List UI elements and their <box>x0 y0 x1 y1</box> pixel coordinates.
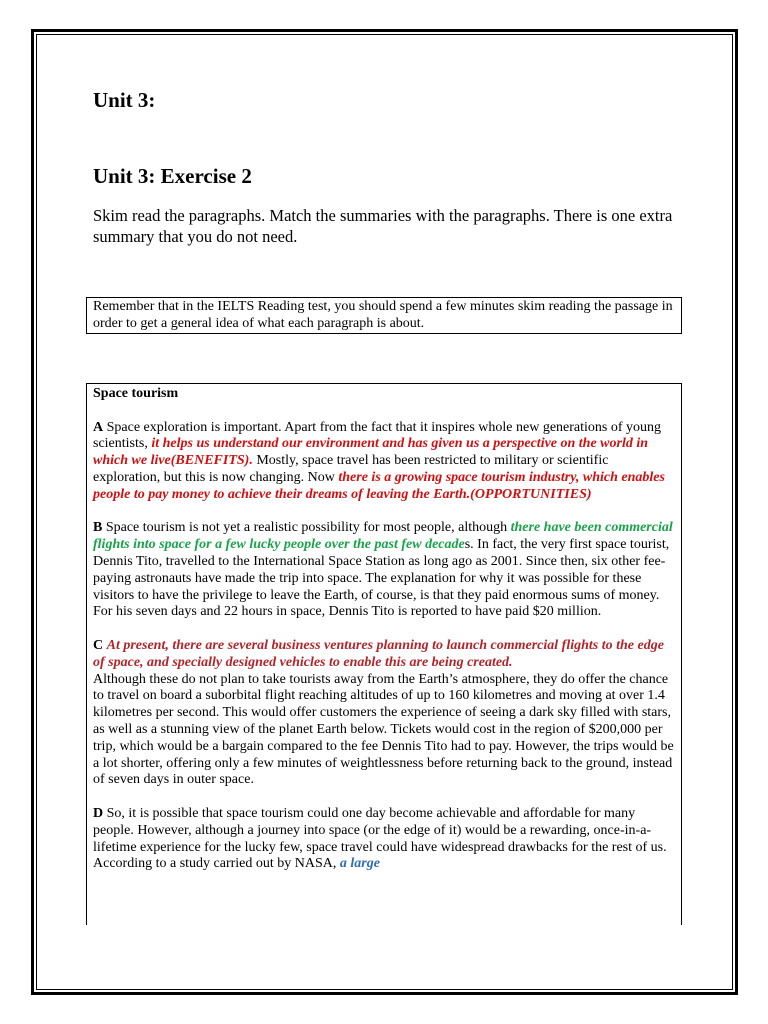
paragraph-a-text-1: Space exploration is important. Apart from the fact that it inspires whole new generations of young scientists, <box>93 419 662 452</box>
paragraph-d-text-1: So, it is possible that space tourism could one day become achievable and affordable for many people. However, although a journey into space (or the edge of it) would be a rewarding, once-in-a-lifetime experience for the lucky few, space travel could have widespread drawbacks for the rest of us. According to a study carried out by NASA, <box>93 805 667 872</box>
paragraph-a-letter: A <box>93 419 104 435</box>
passage-title: Space tourism <box>93 386 179 401</box>
exercise-title: Unit 3: Exercise 2 <box>93 164 252 188</box>
paragraph-b-letter: B <box>93 520 103 536</box>
paragraph-c-ventures-highlight: At present, there are several business ventures planning to launch commercial flights to the edge of space, and specially designed vehicles to enable this are being created. <box>93 637 664 670</box>
paragraph-b-text-2: s. In fact, the very first space tourist, Dennis Tito, travelled to the International Space Station as long ago as 2001. Since then, six other fee-paying astronauts have made the trip into space. The explanation for why it was possible for these visitors to have the privilege to leave the Earth, of course, is that they paid enormous sums of money. For his seven days and 22 hours in space, Dennis Tito is reported to have paid $20 million. <box>93 537 670 620</box>
paragraph-a-text-2: Mostly, space travel has been restricted to military or scientific exploration, but this is now changing. Now <box>93 453 609 485</box>
paragraph-b-text-1: Space tourism is not yet a realistic possibility for most people, although <box>102 520 511 536</box>
passage-box <box>86 383 682 925</box>
paragraph-c-text-1: Although these do not plan to take tourists away from the Earth’s atmosphere, they do offer the chance to travel on board a suborbital flight reaching altitudes of up to 160 kilometres and moving at over 1.4 kilometres per second. This would offer customers the experience of seeing a dark sky filled with stars, as well as a stunning view of the planet Earth below. Tickets would cost in the region of $200,000 per trip, which would be a bargain compared to the fee Dennis Tito had to pay. However, the trips would be a lot shorter, offering only a few minutes of weightlessness before returning back to the ground, instead of seven days in outer space. <box>93 671 674 788</box>
paragraph-a-benefits-highlight: it helps us understand our environment and has given us a perspective on the world in which we live(BENEFITS). <box>93 436 649 469</box>
unit-title: Unit 3: <box>93 88 156 112</box>
tip-box <box>86 297 682 334</box>
paragraph-d-letter: D <box>93 805 104 821</box>
paragraph-b-commercial-highlight: there have been commercial flights into space for a few lucky people over the past few decade <box>93 520 673 553</box>
paragraph-c-letter: C <box>93 637 104 653</box>
tip-text: Remember that in the IELTS Reading test, you should spend a few minutes skim reading the passage in order to get a general idea of what each paragraph is about. <box>93 299 673 331</box>
paragraph-c <box>93 638 675 789</box>
paragraph-a <box>93 420 675 504</box>
paragraph-a-opportunities-highlight: there is a growing space tourism industry, which enables people to pay money to achieve their dreams of leaving the Earth.(OPPORTUNITIES) <box>93 469 665 502</box>
paragraph-b <box>93 520 675 621</box>
instructions: Skim read the paragraphs. Match the summaries with the paragraphs. There is one extra summary that you do not need. <box>93 206 673 246</box>
paragraph-d <box>93 806 675 873</box>
paragraph-d-drawbacks-highlight: a large <box>339 856 380 872</box>
